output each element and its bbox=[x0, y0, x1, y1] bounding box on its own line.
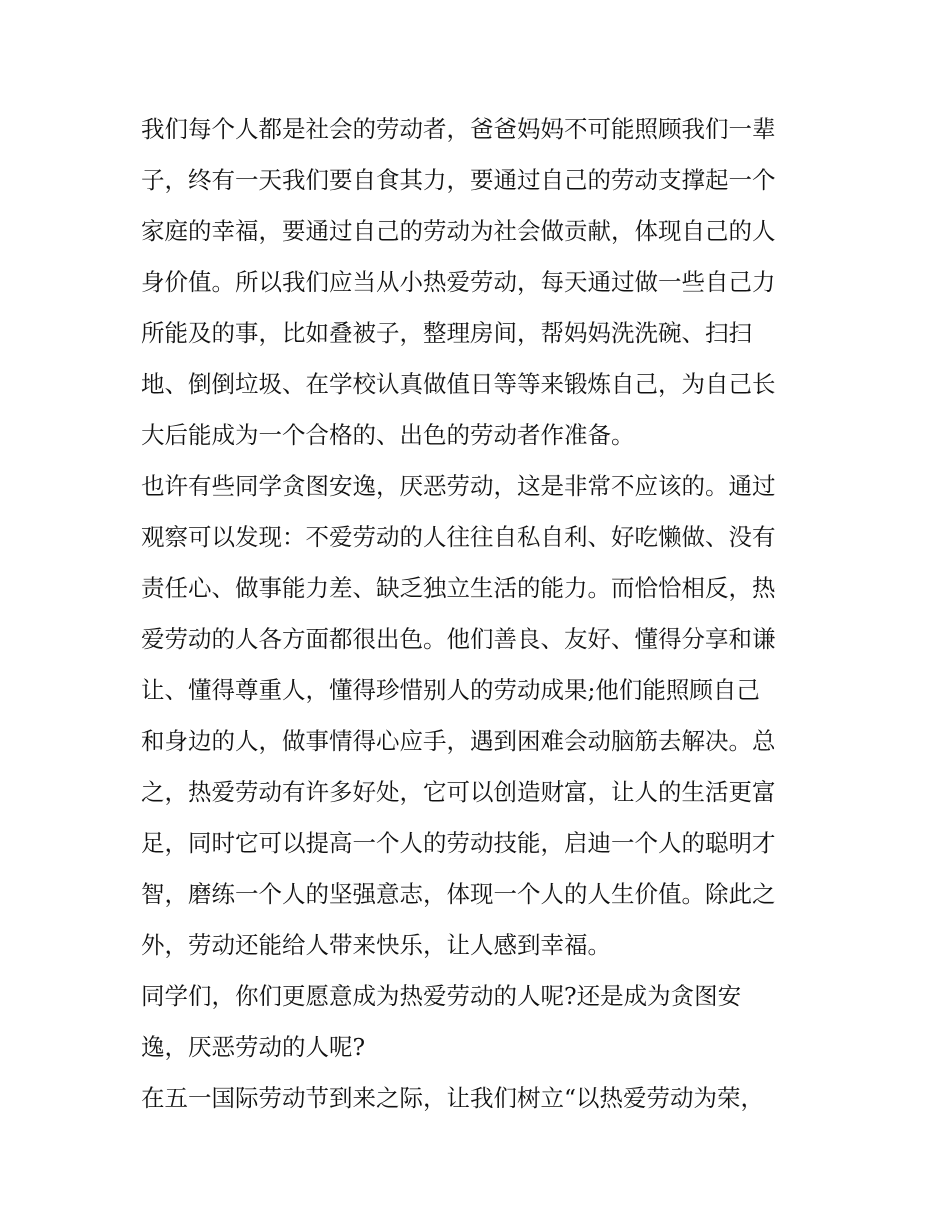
text-line: 我们每个人都是社会的劳动者，爸爸妈妈不可能照顾我们一辈 bbox=[141, 115, 776, 143]
text-line: 地、倒倒垃圾、在学校认真做值日等等来锻炼自己，为自己长 bbox=[141, 370, 776, 398]
text-line: 同学们，你们更愿意成为热爱劳动的人呢?还是成为贪图安 bbox=[141, 982, 742, 1010]
text-line: 智，磨练一个人的坚强意志，体现一个人的人生价值。除此之 bbox=[141, 880, 776, 908]
text-line: 责任心、做事能力差、缺乏独立生活的能力。而恰恰相反，热 bbox=[141, 574, 776, 602]
text-line: 身价值。所以我们应当从小热爱劳动，每天通过做一些自己力 bbox=[141, 268, 776, 296]
text-line: 足，同时它可以提高一个人的劳动技能，启迪一个人的聪明才 bbox=[141, 829, 776, 857]
text-line: 在五一国际劳动节到来之际，让我们树立“以热爱劳动为荣， bbox=[141, 1084, 765, 1112]
text-line: 家庭的幸福，要通过自己的劳动为社会做贡献，体现自己的人 bbox=[141, 217, 776, 245]
text-line: 所能及的事，比如叠被子，整理房间，帮妈妈洗洗碗、扫扫 bbox=[141, 319, 752, 347]
text-line: 和身边的人，做事情得心应手，遇到困难会动脑筋去解决。总 bbox=[141, 727, 776, 755]
text-line: 爱劳动的人各方面都很出色。他们善良、友好、懂得分享和谦 bbox=[141, 625, 776, 653]
text-line: 之，热爱劳动有许多好处，它可以创造财富，让人的生活更富 bbox=[141, 778, 776, 806]
body-text bbox=[141, 104, 821, 1124]
text-line: 外，劳动还能给人带来快乐，让人感到幸福。 bbox=[141, 931, 611, 959]
text-line: 子，终有一天我们要自食其力，要通过自己的劳动支撑起一个 bbox=[141, 166, 776, 194]
text-line: 也许有些同学贪图安逸，厌恶劳动，这是非常不应该的。通过 bbox=[141, 472, 776, 500]
text-line: 让、懂得尊重人，懂得珍惜别人的劳动成果;他们能照顾自己 bbox=[141, 676, 760, 704]
text-line: 逸，厌恶劳动的人呢? bbox=[141, 1033, 366, 1061]
text-line: 大后能成为一个合格的、出色的劳动者作准备。 bbox=[141, 421, 635, 449]
text-line: 观察可以发现：不爱劳动的人往往自私自利、好吃懒做、没有 bbox=[141, 523, 776, 551]
